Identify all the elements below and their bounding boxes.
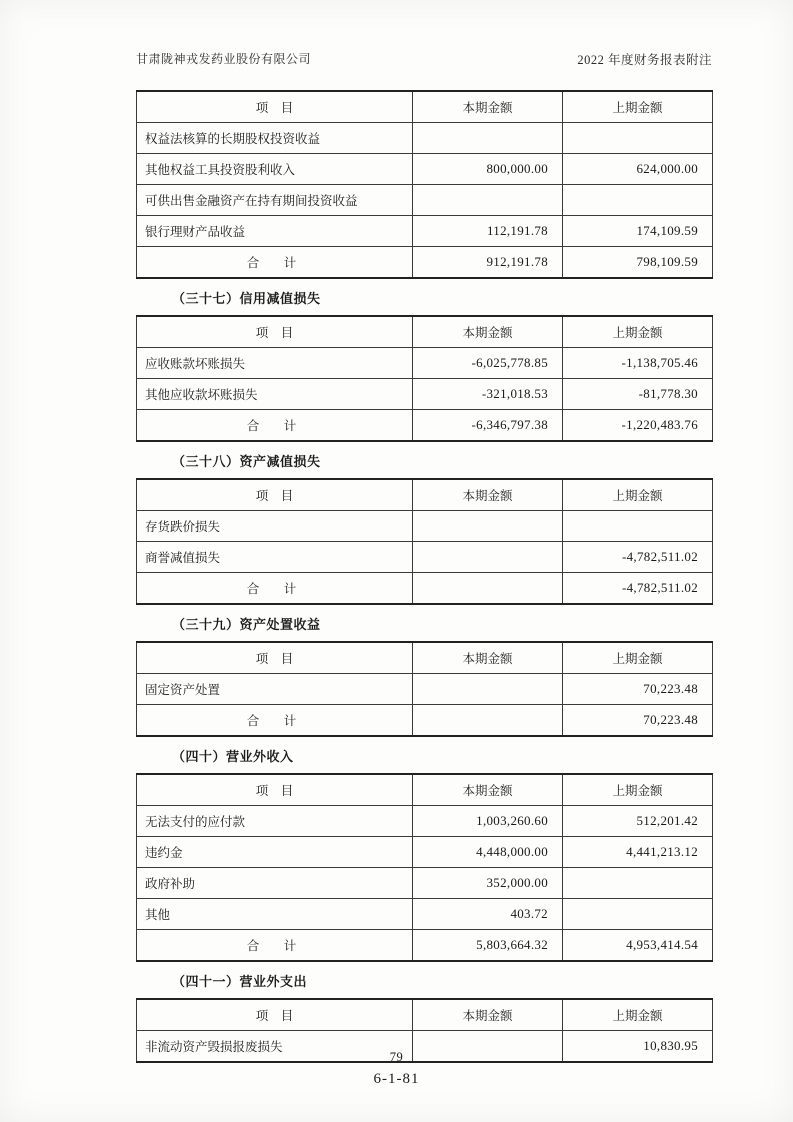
row-current-value: 403.72 bbox=[413, 899, 563, 930]
table-total-row bbox=[137, 573, 713, 605]
row-current-value: 5,803,664.32 bbox=[413, 930, 563, 962]
table-total-row bbox=[137, 930, 713, 962]
column-header-item: 项 目 bbox=[137, 316, 413, 348]
row-current-value: -6,346,797.38 bbox=[413, 410, 563, 442]
row-label: 存货跌价损失 bbox=[137, 511, 413, 542]
row-current-value: -6,025,778.85 bbox=[413, 348, 563, 379]
column-header-previous: 上期金额 bbox=[563, 91, 713, 123]
table-row bbox=[137, 868, 713, 899]
table-row bbox=[137, 216, 713, 247]
row-label: 固定资产处置 bbox=[137, 674, 413, 705]
column-header-current: 本期金额 bbox=[413, 91, 563, 123]
column-header-previous: 上期金额 bbox=[563, 479, 713, 511]
table-total-row bbox=[137, 247, 713, 279]
table-row bbox=[137, 837, 713, 868]
row-current-value: 1,003,260.60 bbox=[413, 806, 563, 837]
row-current-value bbox=[413, 185, 563, 216]
row-current-value: 800,000.00 bbox=[413, 154, 563, 185]
row-current-value bbox=[413, 674, 563, 705]
table-row bbox=[137, 806, 713, 837]
column-header-current: 本期金额 bbox=[413, 479, 563, 511]
section-title-non-operating-income: （四十）营业外收入 bbox=[172, 750, 294, 765]
page-header bbox=[136, 50, 712, 68]
row-previous-value: 624,000.00 bbox=[563, 154, 713, 185]
column-header-item: 项 目 bbox=[137, 91, 413, 123]
row-label: 合 计 bbox=[137, 573, 413, 605]
table-total-row bbox=[137, 705, 713, 737]
row-current-value: 4,448,000.00 bbox=[413, 837, 563, 868]
row-label: 可供出售金融资产在持有期间投资收益 bbox=[137, 185, 413, 216]
row-previous-value bbox=[563, 123, 713, 154]
section-title-asset-impairment-loss: （三十八）资产减值损失 bbox=[172, 455, 321, 470]
table-header-row bbox=[137, 642, 713, 674]
column-header-item: 项 目 bbox=[137, 479, 413, 511]
row-current-value bbox=[413, 573, 563, 605]
table-non-operating-income bbox=[136, 773, 713, 962]
row-current-value: 912,191.78 bbox=[413, 247, 563, 279]
row-previous-value: 70,223.48 bbox=[563, 705, 713, 737]
row-current-value: 352,000.00 bbox=[413, 868, 563, 899]
column-header-previous: 上期金额 bbox=[563, 774, 713, 806]
column-header-current: 本期金额 bbox=[413, 774, 563, 806]
row-previous-value: -4,782,511.02 bbox=[563, 573, 713, 605]
row-label: 合 计 bbox=[137, 705, 413, 737]
row-previous-value: 10,830.95 bbox=[563, 1031, 713, 1063]
page-footer bbox=[0, 1050, 793, 1088]
table-header-row bbox=[137, 91, 713, 123]
table-row bbox=[137, 348, 713, 379]
table-row bbox=[137, 899, 713, 930]
table-row bbox=[137, 185, 713, 216]
row-label: 其他 bbox=[137, 899, 413, 930]
row-current-value: 112,191.78 bbox=[413, 216, 563, 247]
row-previous-value bbox=[563, 511, 713, 542]
table-header-row bbox=[137, 316, 713, 348]
header-document-title: 2022 年度财务报表附注 bbox=[577, 53, 712, 67]
row-label: 应收账款坏账损失 bbox=[137, 348, 413, 379]
table-row bbox=[137, 542, 713, 573]
table-row bbox=[137, 379, 713, 410]
row-previous-value bbox=[563, 899, 713, 930]
row-previous-value: -1,220,483.76 bbox=[563, 410, 713, 442]
table-row bbox=[137, 154, 713, 185]
row-label: 合 计 bbox=[137, 930, 413, 962]
row-current-value bbox=[413, 705, 563, 737]
column-header-current: 本期金额 bbox=[413, 316, 563, 348]
row-previous-value bbox=[563, 185, 713, 216]
row-label: 政府补助 bbox=[137, 868, 413, 899]
column-header-item: 项 目 bbox=[137, 774, 413, 806]
page-number: 79 bbox=[389, 1050, 404, 1064]
row-previous-value: 512,201.42 bbox=[563, 806, 713, 837]
table-header-row bbox=[137, 479, 713, 511]
table-header-row bbox=[137, 774, 713, 806]
row-label: 商誉减值损失 bbox=[137, 542, 413, 573]
row-previous-value: 798,109.59 bbox=[563, 247, 713, 279]
table-investment-income bbox=[136, 90, 713, 279]
column-header-item: 项 目 bbox=[137, 642, 413, 674]
row-previous-value: 70,223.48 bbox=[563, 674, 713, 705]
row-previous-value: 4,953,414.54 bbox=[563, 930, 713, 962]
row-label: 银行理财产品收益 bbox=[137, 216, 413, 247]
document-content bbox=[136, 90, 712, 1063]
row-label: 合 计 bbox=[137, 247, 413, 279]
column-header-current: 本期金额 bbox=[413, 642, 563, 674]
row-previous-value: 4,441,213.12 bbox=[563, 837, 713, 868]
row-label: 合 计 bbox=[137, 410, 413, 442]
row-label: 权益法核算的长期股权投资收益 bbox=[137, 123, 413, 154]
row-previous-value: -81,778.30 bbox=[563, 379, 713, 410]
row-label: 违约金 bbox=[137, 837, 413, 868]
row-previous-value: 174,109.59 bbox=[563, 216, 713, 247]
table-asset-disposal-gain bbox=[136, 641, 713, 737]
row-label: 无法支付的应付款 bbox=[137, 806, 413, 837]
section-title-credit-impairment-loss: （三十七）信用减值损失 bbox=[172, 292, 321, 307]
column-header-previous: 上期金额 bbox=[563, 316, 713, 348]
row-label: 其他应收款坏账损失 bbox=[137, 379, 413, 410]
section-title-asset-disposal-gain: （三十九）资产处置收益 bbox=[172, 618, 321, 633]
row-previous-value bbox=[563, 868, 713, 899]
table-header-row bbox=[137, 999, 713, 1031]
row-current-value bbox=[413, 123, 563, 154]
column-header-item: 项 目 bbox=[137, 999, 413, 1031]
row-label: 非流动资产毁损报废损失 bbox=[137, 1031, 413, 1063]
table-total-row bbox=[137, 410, 713, 442]
section-title-non-operating-expense: （四十一）营业外支出 bbox=[172, 975, 308, 990]
row-label: 其他权益工具投资股利收入 bbox=[137, 154, 413, 185]
table-credit-impairment-loss bbox=[136, 315, 713, 442]
table-row bbox=[137, 511, 713, 542]
table-row bbox=[137, 123, 713, 154]
row-previous-value: -4,782,511.02 bbox=[563, 542, 713, 573]
column-header-current: 本期金额 bbox=[413, 999, 563, 1031]
column-header-previous: 上期金额 bbox=[563, 999, 713, 1031]
table-asset-impairment-loss bbox=[136, 478, 713, 605]
row-current-value bbox=[413, 542, 563, 573]
row-current-value: -321,018.53 bbox=[413, 379, 563, 410]
table-row bbox=[137, 674, 713, 705]
column-header-previous: 上期金额 bbox=[563, 642, 713, 674]
row-previous-value: -1,138,705.46 bbox=[563, 348, 713, 379]
row-current-value bbox=[413, 511, 563, 542]
header-company-name: 甘肃陇神戎发药业股份有限公司 bbox=[136, 52, 312, 66]
document-number: 6-1-81 bbox=[373, 1071, 420, 1087]
